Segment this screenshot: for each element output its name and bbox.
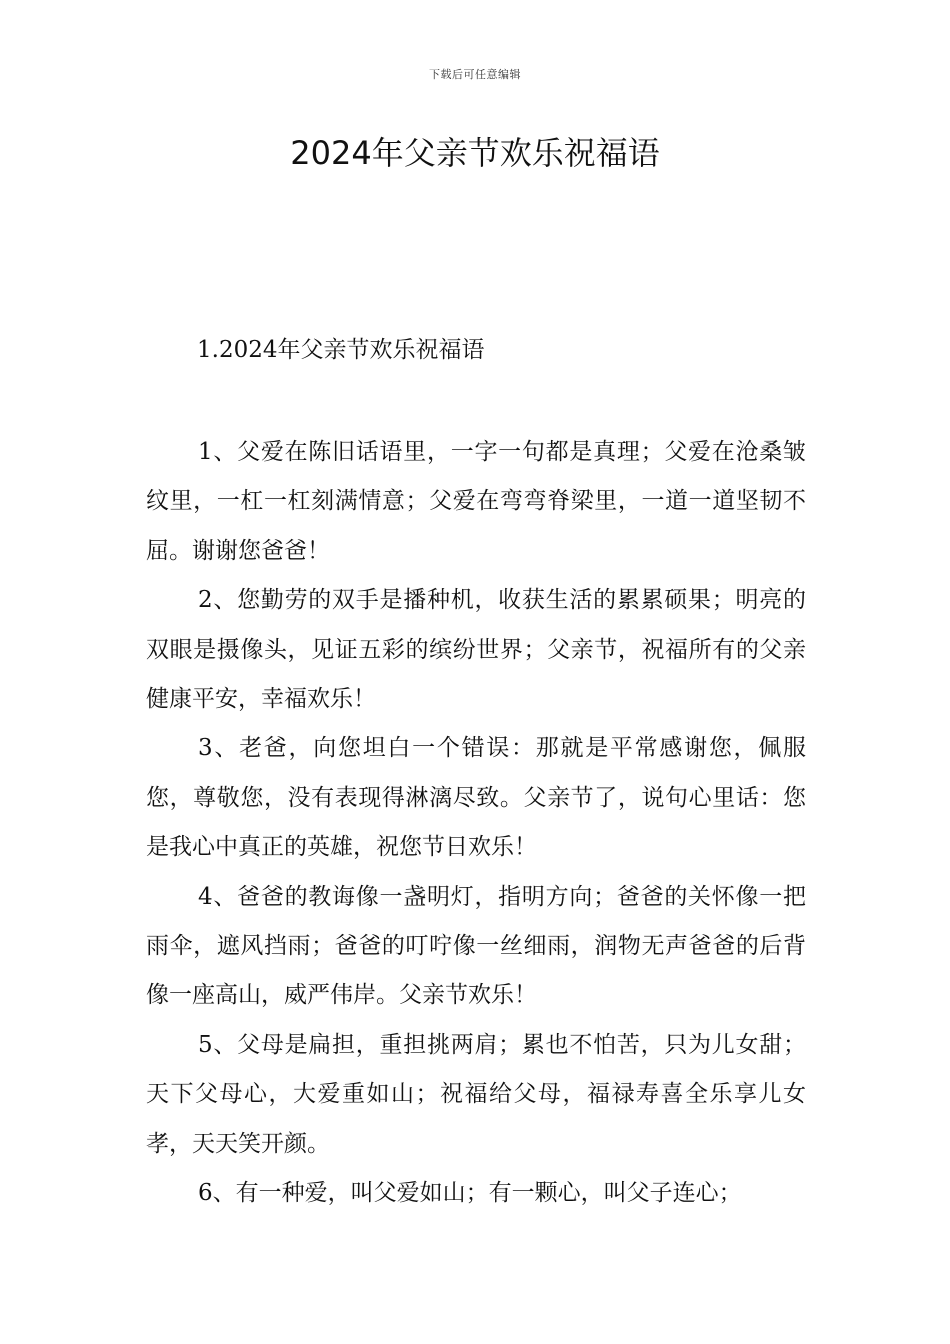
paragraph-1: 1、父爱在陈旧话语里，一字一句都是真理；父爱在沧桑皱纹里，一杠一杠刻满情意；父爱在弯弯脊梁里，一道一道坚韧不屈。谢谢您爸爸！ xyxy=(146,439,806,564)
document-body xyxy=(146,428,806,1219)
header-note: 下载后可任意编辑 xyxy=(429,68,521,81)
paragraph-6: 6、有一种爱，叫父爱如山；有一颗心，叫父子连心； xyxy=(198,1180,742,1207)
paragraph-2: 2、您勤劳的双手是播种机，收获生活的累累硕果；明亮的双眼是摄像头，见证五彩的缤纷世界；父亲节，祝福所有的父亲健康平安，幸福欢乐！ xyxy=(146,587,806,713)
paragraph-4: 4、爸爸的教诲像一盏明灯，指明方向；爸爸的关怀像一把雨伞，遮风挡雨；爸爸的叮咛像一丝细雨，润物无声爸爸的后背像一座高山，威严伟岸。父亲节欢乐！ xyxy=(146,883,806,1009)
paragraph-5: 5、父母是扁担，重担挑两肩；累也不怕苦，只为儿女甜；天下父母心，大爱重如山；祝福给父母，福禄寿喜全乐享儿女孝，天天笑开颜。 xyxy=(146,1031,806,1157)
document-title: 2024年父亲节欢乐祝福语 xyxy=(290,134,660,172)
section-heading: 1.2024年父亲节欢乐祝福语 xyxy=(197,337,485,363)
paragraph-3: 3、老爸，向您坦白一个错误：那就是平常感谢您，佩服您，尊敬您，没有表现得淋漓尽致。父亲节了，说句心里话：您是我心中真正的英雄，祝您节日欢乐！ xyxy=(146,735,806,861)
